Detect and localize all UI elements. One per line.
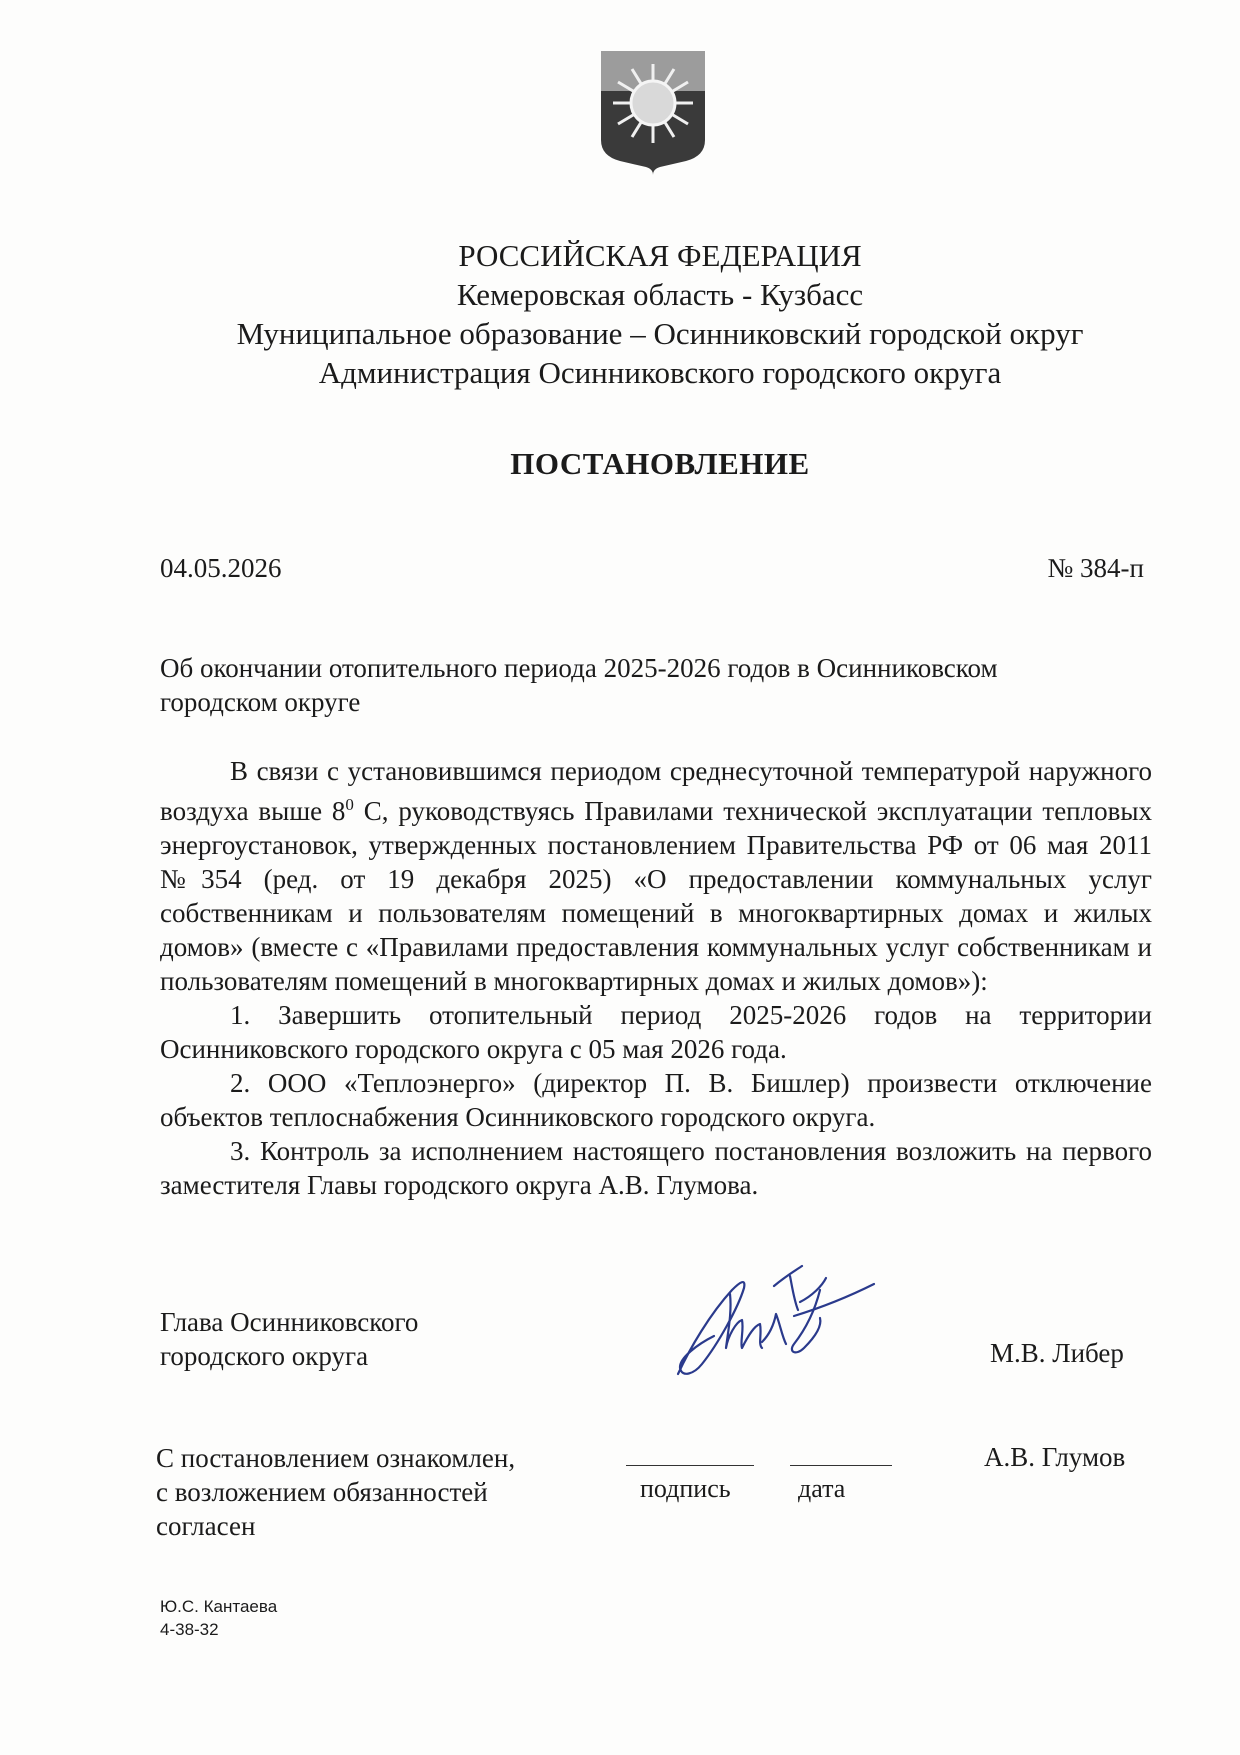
date-blank-line <box>790 1465 892 1466</box>
intro-text-b: С, руководствуясь Правилами технической эксплуатации тепловых энергоустановок, утвержденных постановлением Правительства РФ от 06 мая 2011 №354 (ред. от 19 декабря 2025) «О предоставлении коммунальных услуг собственникам и пользователям помещений в многоквартирных домах и жилых домов» (вместе с «Правилами предоставления коммунальных услуг собственникам и пользователям помещений в многоквартирных домах и жилых домов»): <box>160 796 1152 996</box>
document-subject <box>160 651 1110 719</box>
document-date: 04.05.2026 <box>160 553 282 583</box>
body-item-3: 3. Контроль за исполнением настоящего постановления возложить на первого заместителя Главы городского округа А.В. Глумова. <box>160 1136 1152 1200</box>
header-country: РОССИЙСКАЯ ФЕДЕРАЦИЯ <box>458 238 862 273</box>
document-number: № 384-п <box>1047 553 1144 583</box>
document-title: ПОСТАНОВЛЕНИЕ <box>510 446 810 481</box>
ack-line-1: С постановлением ознакомлен, <box>156 1443 516 1473</box>
date-caption: дата <box>798 1474 846 1503</box>
executor-footer <box>160 1595 277 1641</box>
handwritten-signature <box>670 1256 880 1386</box>
subject-line-1: Об окончании отопительного периода 2025-2026 годов в Осинниковском <box>160 653 998 683</box>
signatory-position <box>160 1305 418 1373</box>
header-administration: Администрация Осинниковского городского округа <box>318 355 1002 390</box>
subject-line-2: городском округе <box>160 687 361 717</box>
ack-line-3: согласен <box>156 1511 256 1541</box>
header-region: Кемеровская область - Кузбасс <box>456 277 864 312</box>
signature-blank-line <box>626 1465 754 1466</box>
acknowledgement-text <box>156 1441 515 1543</box>
executor-phone: 4-38-32 <box>160 1620 219 1639</box>
ack-line-2: с возложением обязанностей <box>156 1477 488 1507</box>
body-intro-paragraph <box>160 754 1152 998</box>
intro-text-a: В связи с установившимся периодом среднесуточной температурой наружного воздуха выше 8 <box>160 756 1152 826</box>
coat-of-arms-icon <box>598 48 708 176</box>
body-item-2: 2. ООО «Теплоэнерго» (директор П. В. Бишлер) произвести отключение объектов теплоснабжения Осинниковского городского округа. <box>160 1068 1152 1132</box>
issuer-header <box>140 236 1180 392</box>
position-line-1: Глава Осинниковского <box>160 1307 419 1337</box>
position-line-2: городского округа <box>160 1341 369 1371</box>
signatory-name: М.В. Либер <box>990 1338 1124 1368</box>
signature-caption: подпись <box>640 1474 731 1503</box>
body-item-1: 1. Завершить отопительный период 2025-2026 годов на территории Осинниковского городского округа с 05 мая 2026 года. <box>160 1000 1152 1064</box>
degree-superscript: 0 <box>345 795 354 814</box>
acknowledging-person-name: А.В. Глумов <box>984 1442 1126 1472</box>
executor-name: Ю.С. Кантаева <box>160 1597 278 1616</box>
document-body <box>160 754 1152 1202</box>
header-municipality: Муниципальное образование – Осинниковский городской округ <box>236 316 1084 351</box>
